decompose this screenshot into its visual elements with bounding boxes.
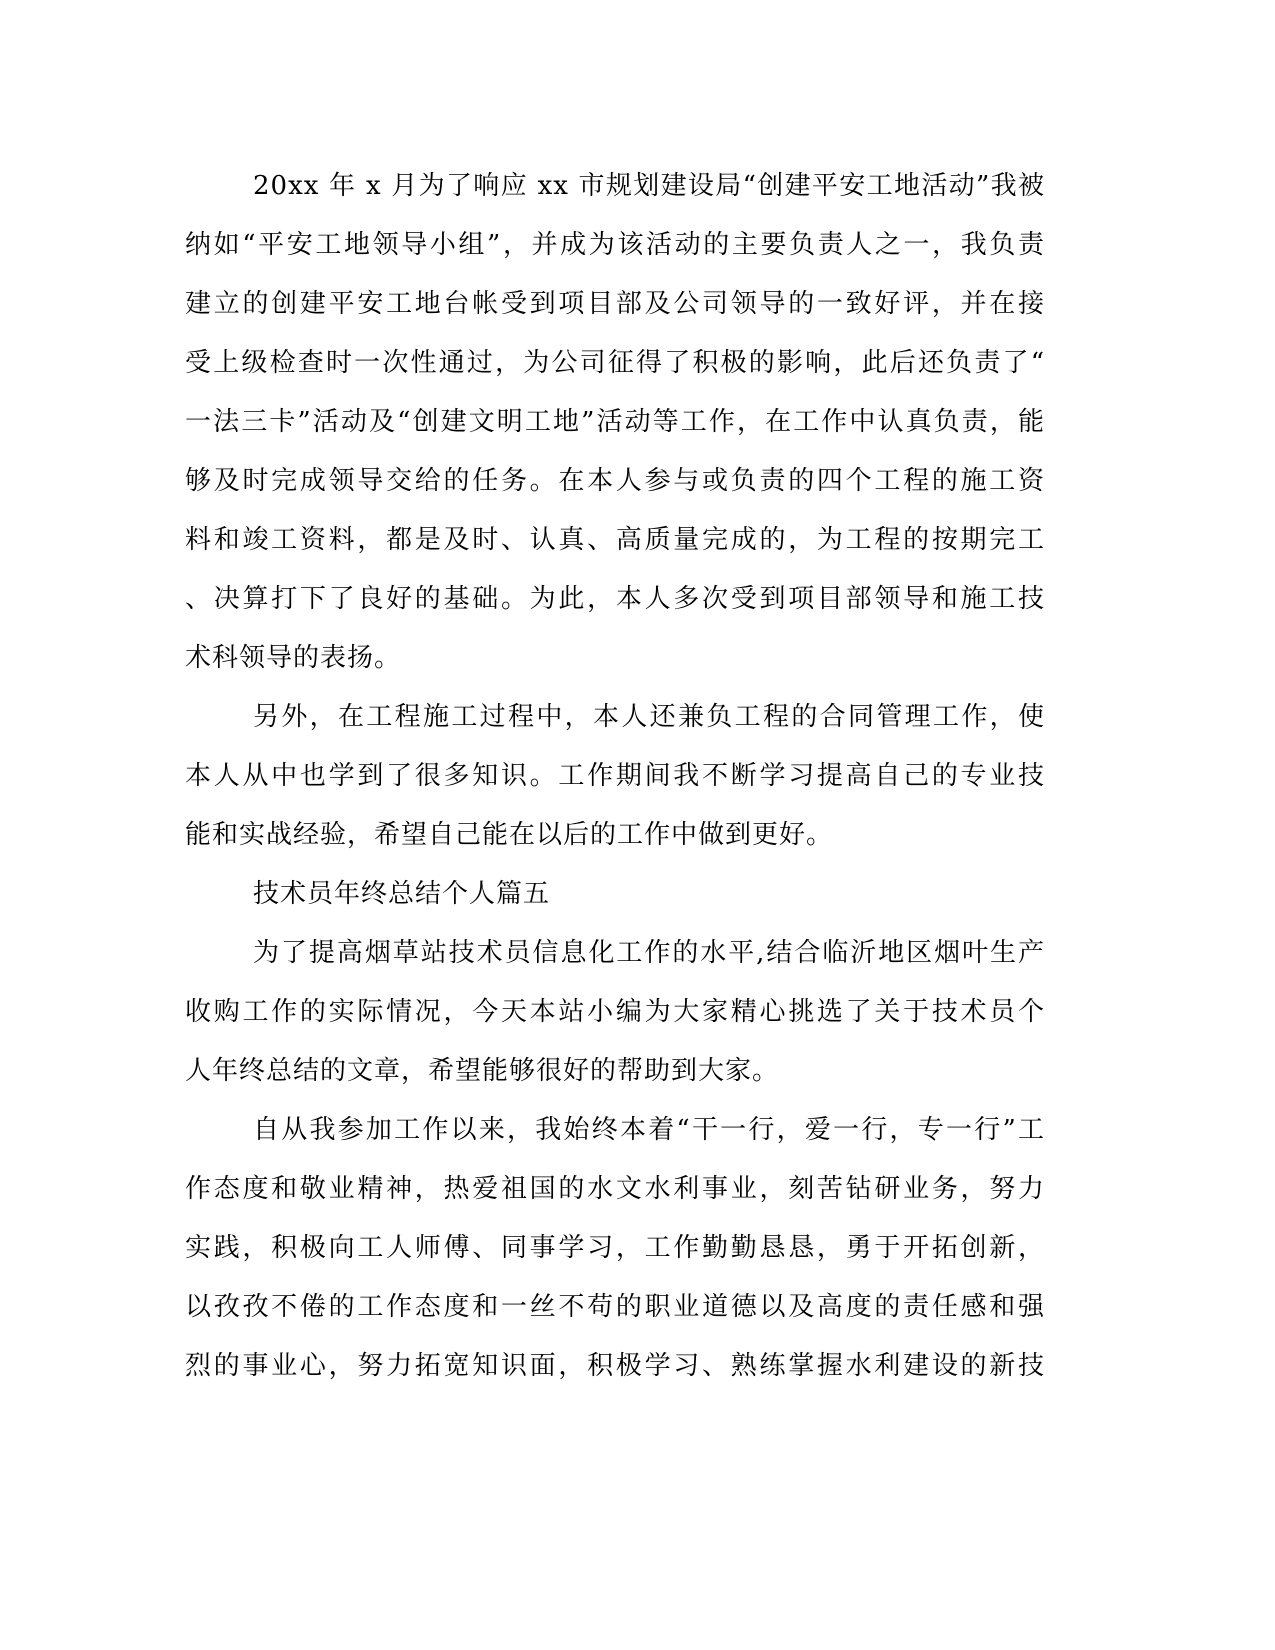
paragraph-2 [185, 688, 1045, 865]
section-heading [185, 865, 1045, 924]
paragraph-3 [185, 924, 1045, 1101]
text-line: 够及时完成领导交给的任务。在本人参与或负责的四个工程的施工资 [185, 466, 1045, 496]
text-line: 收购工作的实际情况，今天本站小编为大家精心挑选了关于技术员个 [185, 997, 1045, 1027]
text-line: 本人从中也学到了很多知识。工作期间我不断学习提高自己的专业技 [185, 761, 1045, 791]
text-line: 以孜孜不倦的工作态度和一丝不苟的职业道德以及高度的责任感和强 [185, 1292, 1045, 1322]
document-body [185, 157, 1045, 1396]
text-line: 料和竣工资料，都是及时、认真、高质量完成的，为工程的按期完工 [185, 525, 1045, 555]
text-line: 烈的事业心，努力拓宽知识面，积极学习、熟练掌握水利建设的新技 [185, 1351, 1045, 1381]
text-line: 受上级检查时一次性通过，为公司征得了积极的影响，此后还负责了“ [185, 348, 1045, 378]
text-line: 、决算打下了良好的基础。为此，本人多次受到项目部领导和施工技 [185, 584, 1045, 614]
text-line: 人年终总结的文章，希望能够很好的帮助到大家。 [185, 1056, 780, 1086]
text-line: 术科领导的表扬。 [185, 643, 402, 673]
text-line: 为了提高烟草站技术员信息化工作的水平,结合临沂地区烟叶生产 [253, 938, 1045, 968]
text-line: 纳如“平安工地领导小组”，并成为该活动的主要负责人之一，我负责 [185, 230, 1045, 260]
text-line: 一法三卡”活动及“创建文明工地”活动等工作，在工作中认真负责，能 [185, 407, 1045, 437]
text-line: 自从我参加工作以来，我始终本着“干一行，爱一行，专一行”工 [253, 1115, 1045, 1145]
paragraph-1 [185, 157, 1045, 688]
text-line: 能和实战经验，希望自己能在以后的工作中做到更好。 [185, 820, 834, 850]
heading-text: 技术员年终总结个人篇五 [253, 879, 551, 909]
text-line: 作态度和敬业精神，热爱祖国的水文水利事业，刻苦钻研业务，努力 [185, 1174, 1045, 1204]
paragraph-4 [185, 1101, 1045, 1396]
text-line: 20xx 年 x 月为了响应 xx 市规划建设局“创建平安工地活动”我被 [253, 171, 1045, 201]
text-line: 建立的创建平安工地台帐受到项目部及公司领导的一致好评，并在接 [185, 289, 1045, 319]
text-line: 实践，积极向工人师傅、同事学习，工作勤勤恳恳，勇于开拓创新， [185, 1233, 1045, 1263]
text-line: 另外，在工程施工过程中，本人还兼负工程的合同管理工作，使 [253, 702, 1045, 732]
